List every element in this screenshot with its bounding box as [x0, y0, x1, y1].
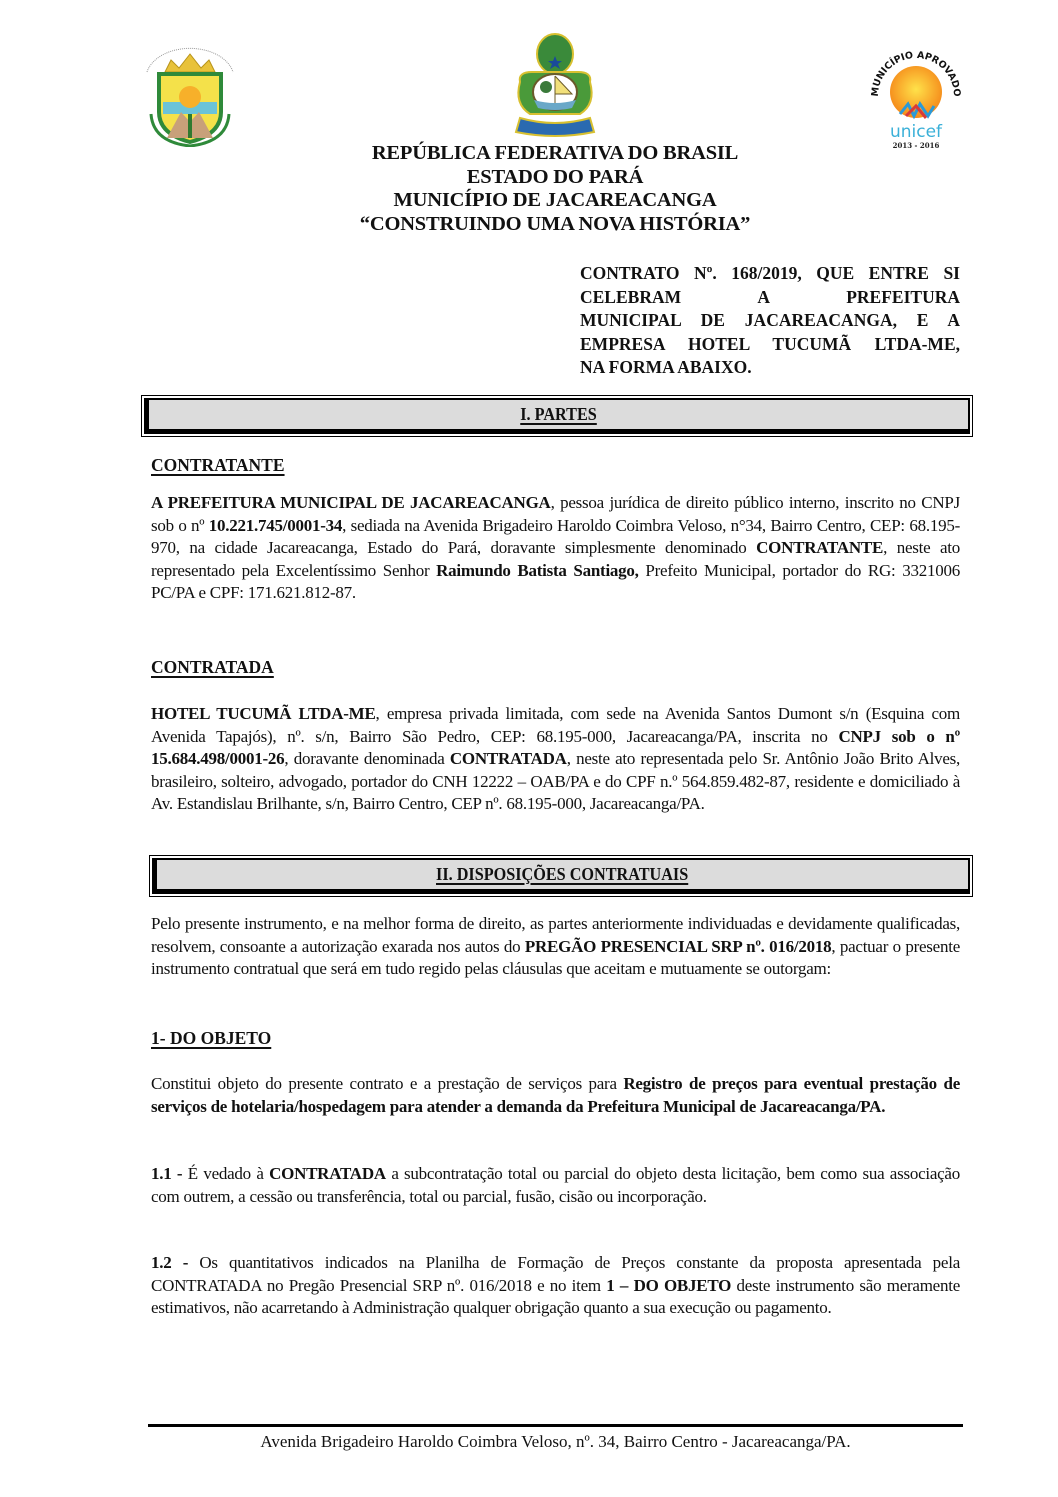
text-run: , pactuar o presente instrumento contratual que será em tudo regido pelas cláusulas que aceitam e mutuamente se outorgam:: [151, 936, 960, 978]
objeto-description: Registro de preços para eventual prestação de serviços de hotelaria/hospedagem para atender a demanda da Prefeitura Municipal de Jacareacanga/PA.: [151, 1074, 961, 1116]
text-run: , empresa privada limitada, com sede na Avenida Santos Dumont s/n (Esquina com Avenida Tapajós), nº. s/n, Bairro São Pedro, CEP: 68.195-000, Jacareacanga/PA, inscrita no: [151, 704, 960, 746]
clause-1-1: [151, 1163, 960, 1208]
objeto-label: 1- DO OBJETO: [151, 1028, 272, 1048]
municipal-coat-of-arms-logo: [143, 42, 237, 147]
contratada-label: CONTRATADA: [151, 657, 274, 677]
contratante-cnpj: 10.221.745/0001-34: [208, 515, 343, 535]
text-run: a subcontratação total ou parcial do objeto desta licitação, bem como sua associação com outrem, a cessão ou transferência, total ou parcial, fusão, cisão ou incorporação.: [151, 1164, 960, 1206]
section-header-disposicoes: [152, 858, 970, 894]
text-run: Constitui objeto do presente contrato e a prestação de serviços para: [151, 1074, 624, 1093]
contratante-representative: Raimundo Batista Santiago,: [436, 560, 639, 580]
section-header-partes: [144, 398, 970, 434]
summary-line: CONTRATO Nº. 168/2019, QUE ENTRE SI: [580, 263, 960, 283]
contratada-cnpj: CNPJ sob o nº 15.684.498/0001-26: [151, 726, 960, 768]
clause-1-2: [151, 1252, 960, 1320]
text-run: É vedado à: [182, 1164, 270, 1183]
svg-text:MUNICÍPIO APROVADO: MUNICÍPIO APROVADO: [869, 49, 963, 98]
contract-summary: [580, 262, 960, 380]
contratante-role: CONTRATANTE: [756, 538, 884, 557]
text-run: Pelo presente instrumento, e na melhor forma de direito, as partes anteriormente individuadas e devidamente qualificadas, resolvem, consoante a autorização exarada nos autos do: [151, 914, 960, 956]
unicef-seal-icon: [866, 44, 966, 152]
para-state-coat-of-arms-logo: [510, 32, 600, 140]
contratada-name: HOTEL TUCUMÃ LTDA-ME: [151, 704, 376, 723]
footer-divider: [148, 1424, 963, 1427]
section-title: II. DISPOSIÇÕES CONTRATUAIS: [436, 864, 689, 884]
text-run: Prefeito Municipal, portador do RG: 3321006 PC/PA e CPF: 171.621.812-87.: [151, 560, 960, 602]
clause-number: 1.1 -: [151, 1164, 183, 1183]
footer-address: Avenida Brigadeiro Haroldo Coimbra Veloso, nº. 34, Bairro Centro - Jacareacanga/PA.: [260, 1432, 851, 1451]
objeto-paragraph: [151, 1073, 960, 1118]
text-run: , pessoa jurídica de direito público interno, inscrito no CNPJ sob o nº: [151, 493, 960, 535]
header-municipality: MUNICÍPIO DE JACAREACANGA: [393, 189, 717, 211]
unicef-municipio-aprovado-seal: [866, 44, 966, 152]
pregao-reference: PREGÃO PRESENCIAL SRP nº. 016/2018: [524, 936, 832, 956]
text-run: Os quantitativos indicados na Planilha de Formação de Preços constante da proposta apresentada pela CONTRATADA no Pregão Presencial SRP nº. 016/2018 e no item: [151, 1253, 960, 1295]
contratada-role: CONTRATADA: [449, 749, 567, 768]
text-run: deste instrumento são meramente estimativos, não acarretando à Administração qualquer obrigação quanto a sua execução ou pagamento.: [151, 1275, 960, 1317]
text-run: , neste ato representada pelo Sr. Antônio João Brito Alves, brasileiro, solteiro, advogado, portador do CNH 12222 – OAB/PA e do CPF n.º 564.859.482-87, residente e domiciliado à Av. Estandislau Brilhante, s/n, Bairro Centro, CEP nº. 68.195-000, Jacareacanga/PA.: [151, 749, 960, 813]
text-run: , sediada na Avenida Brigadeiro Haroldo Coimbra Veloso, n°34, Bairro Centro, CEP: 68.195-970, na cidade Jacareacanga, Estado do Pará, doravante simplesmente denominado: [151, 515, 960, 557]
text-run: , neste ato representado pela Excelentíssimo Senhor: [151, 538, 961, 580]
document-header: [300, 142, 810, 236]
summary-line: MUNICIPAL DE JACAREACANGA, E A: [580, 310, 960, 330]
svg-text:2013 - 2016: 2013 - 2016: [892, 141, 940, 150]
clause-emphasis: 1 – DO OBJETO: [606, 1275, 732, 1295]
contratante-paragraph: [151, 492, 960, 605]
clause-number: 1.2 -: [151, 1253, 189, 1272]
header-state: ESTADO DO PARÁ: [466, 165, 644, 188]
header-country: REPÚBLICA FEDERATIVA DO BRASIL: [371, 142, 739, 164]
disposicoes-intro-paragraph: [151, 913, 960, 981]
section-title: I. PARTES: [520, 404, 597, 424]
contratante-name: A PREFEITURA MUNICIPAL DE JACAREACANGA: [151, 493, 551, 512]
contratante-label: CONTRATANTE: [151, 455, 285, 475]
coat-of-arms-icon: [510, 32, 600, 140]
contratada-paragraph: [151, 703, 960, 816]
text-run: , doravante denominada: [284, 749, 450, 768]
summary-line: CELEBRAM A PREFEITURA: [580, 286, 960, 307]
shield-icon: [143, 42, 237, 147]
clause-emphasis: CONTRATADA: [269, 1164, 386, 1183]
summary-line: NA FORMA ABAIXO.: [580, 357, 752, 377]
svg-text:unicef: unicef: [889, 122, 943, 142]
summary-line: EMPRESA HOTEL TUCUMÃ LTDA-ME,: [580, 333, 960, 354]
header-motto: “CONSTRUINDO UMA NOVA HISTÓRIA”: [359, 212, 751, 235]
